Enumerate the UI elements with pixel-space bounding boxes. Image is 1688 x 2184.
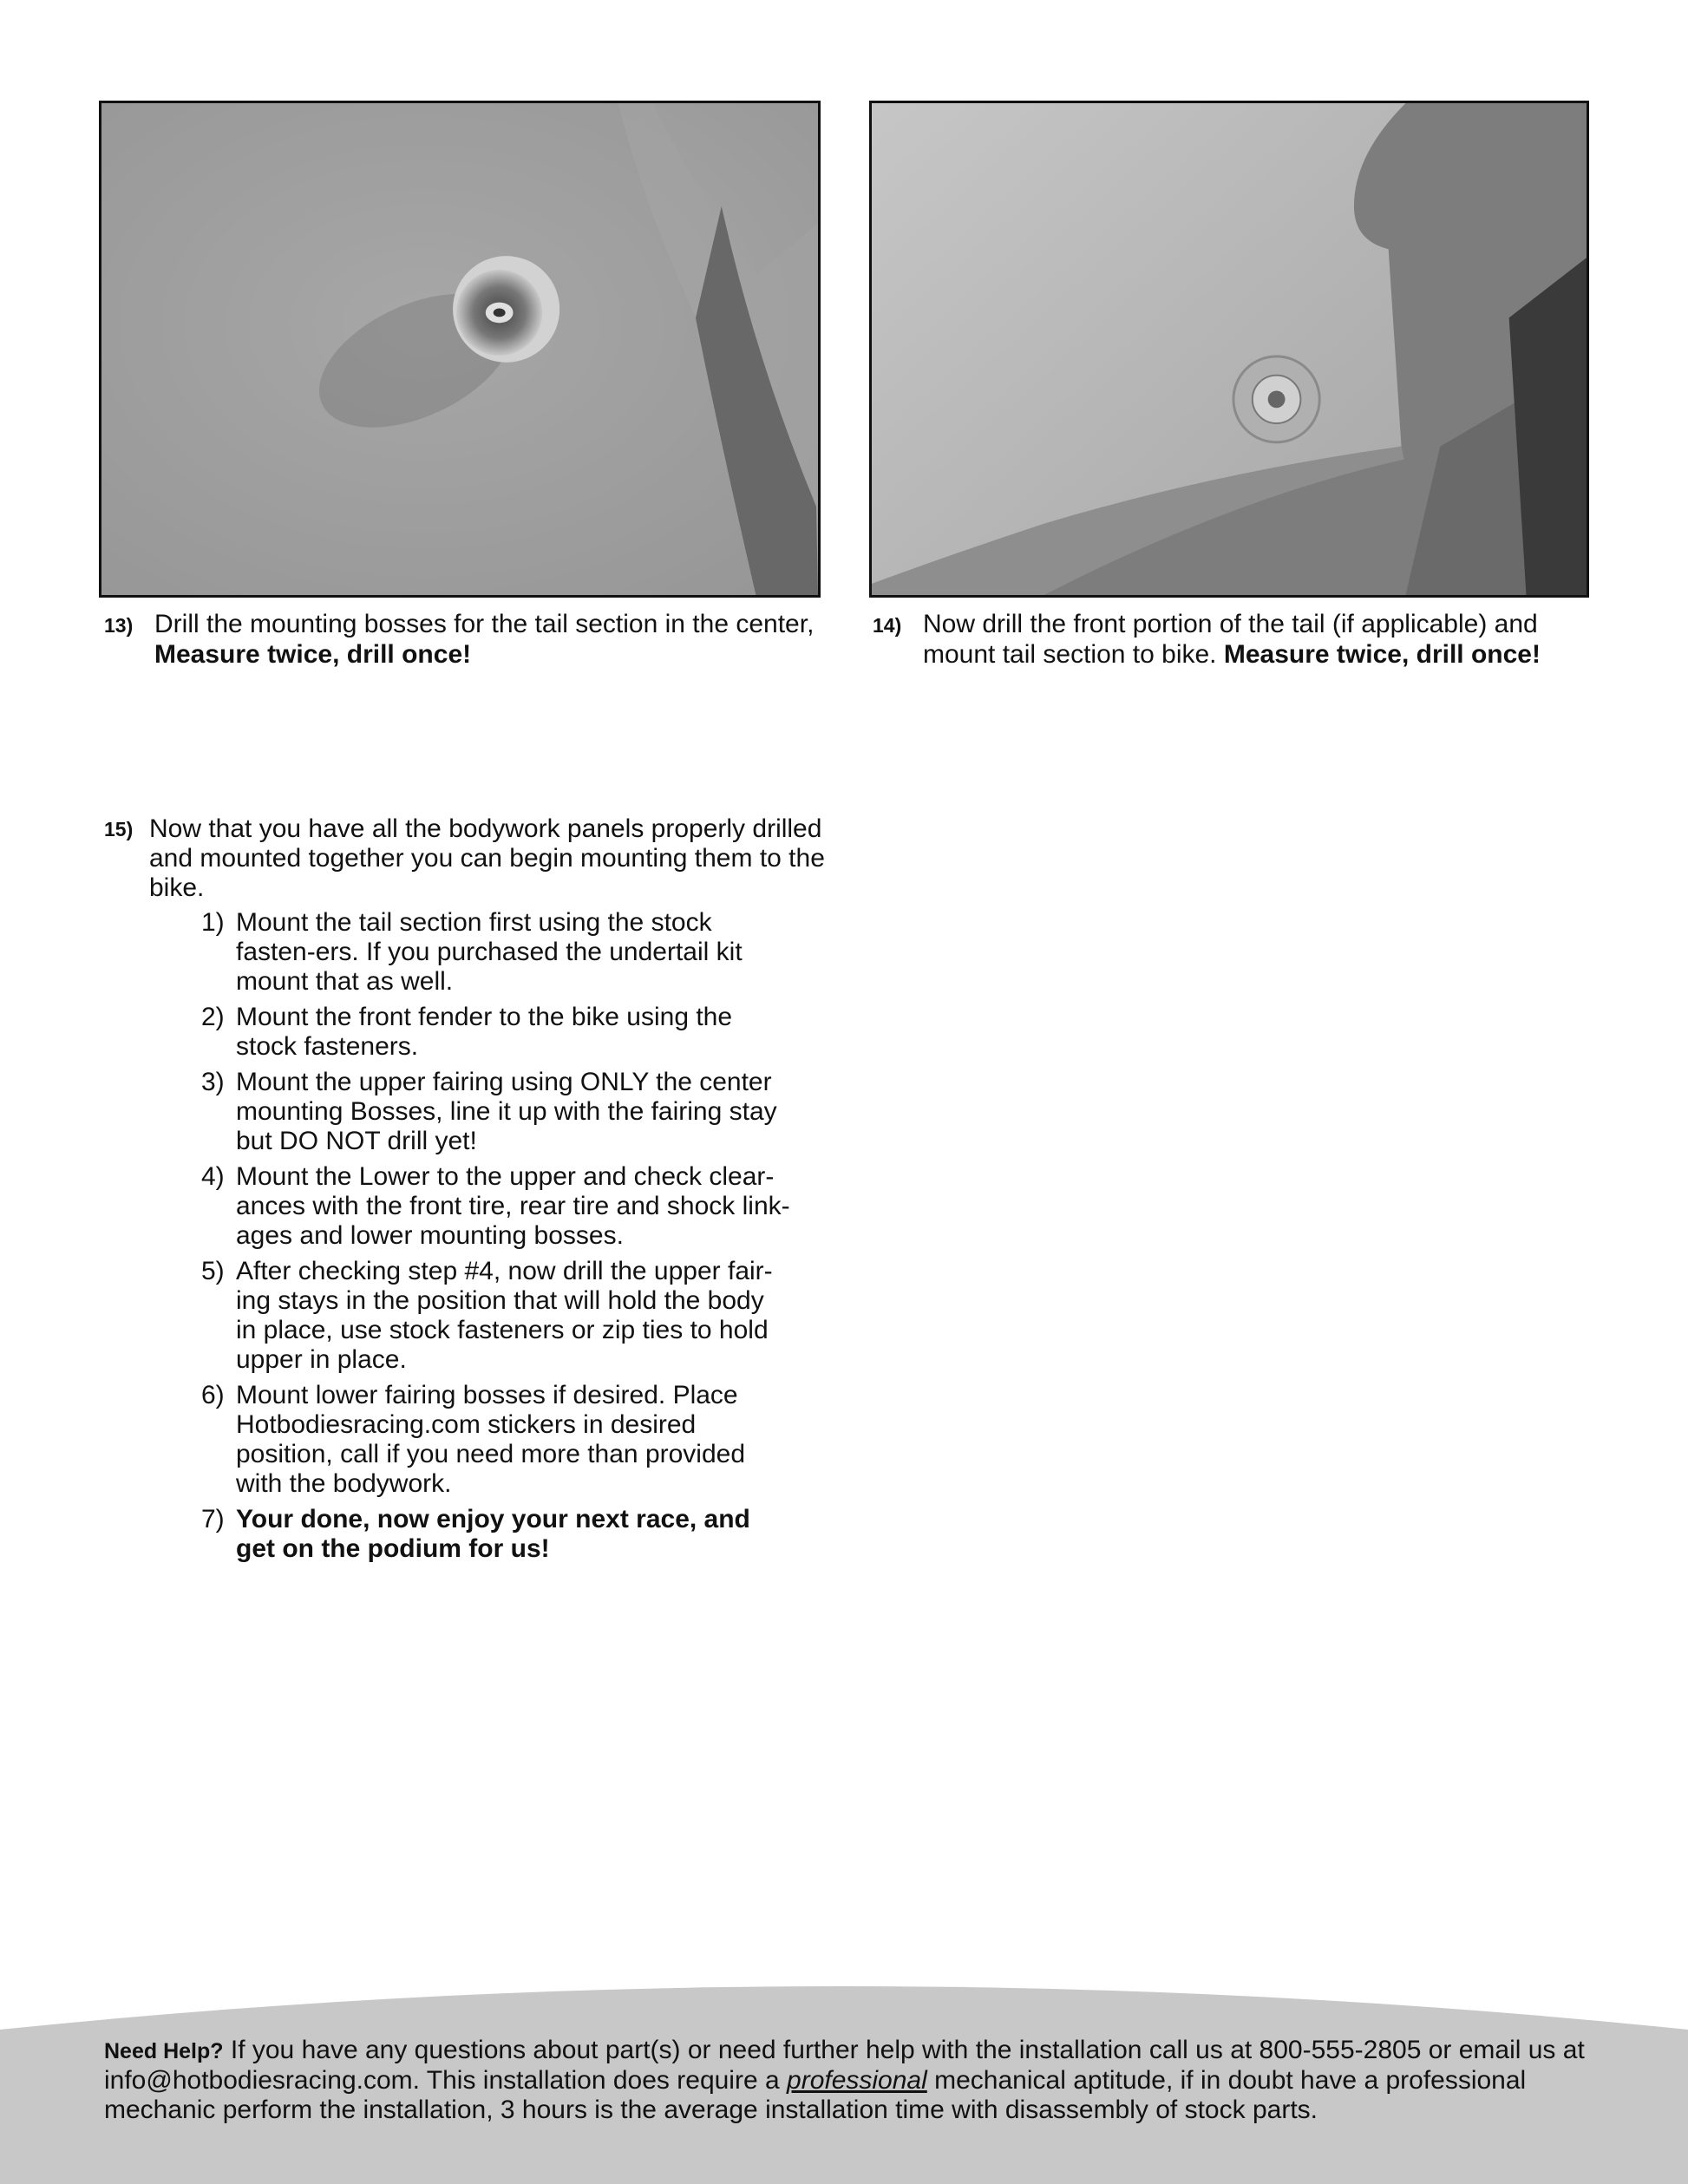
- step-14-warning: Measure twice, drill once!: [1223, 640, 1541, 669]
- substep-number: 4): [201, 1162, 225, 1191]
- substep-item: [104, 908, 791, 997]
- substep-number: 3): [201, 1068, 225, 1096]
- substep-number: 1): [201, 908, 225, 937]
- substep-number: 6): [201, 1381, 225, 1409]
- step-13-caption: [104, 609, 833, 678]
- help-emphasis: professional: [787, 2066, 927, 2095]
- step-14-body: Now drill the front portion of the tail (if applicable) and mount tail section to bike.: [923, 610, 1538, 669]
- substep-item: [104, 1162, 791, 1251]
- help-label: Need Help?: [104, 2039, 224, 2063]
- step-14-caption: [873, 609, 1593, 709]
- step-15-intro: Now that you have all the bodywork panels properly drilled and mounted together you can begin mounting them to the bike.: [149, 814, 825, 902]
- step-13-warning: Measure twice, drill once!: [154, 640, 472, 669]
- substep-item: [104, 1505, 791, 1564]
- substep-text: Your done, now enjoy your next race, and get on the podium for us!: [236, 1505, 750, 1563]
- substep-item: [104, 1068, 791, 1156]
- substep-text: Mount the tail section first using the stock fasten-ers. If you purchased the undertail kit mount that as well.: [236, 908, 743, 996]
- substep-item: [104, 1381, 791, 1499]
- substep-text: Mount the upper fairing using ONLY the center mounting Bosses, line it up with the fairing stay but DO NOT drill yet!: [236, 1068, 777, 1155]
- substep-item: [104, 1003, 791, 1062]
- substep-number: 5): [201, 1257, 225, 1285]
- substep-text: Mount lower fairing bosses if desired. Place Hotbodiesracing.com stickers in desired position, call if you need more than provided with the bodywork.: [236, 1381, 746, 1498]
- step-15: [104, 814, 833, 1570]
- step-13-body: Drill the mounting bosses for the tail section in the center,: [154, 610, 815, 638]
- substep-number: 2): [201, 1003, 225, 1031]
- substep-item: [104, 1257, 791, 1375]
- step-13-text: [154, 609, 840, 670]
- step-13-number: 13): [104, 614, 134, 637]
- step-15-substeps: [104, 908, 833, 1564]
- step-15-number: 15): [104, 818, 134, 840]
- substep-text: After checking step #4, now drill the upper fair-ing stays in the position that will hold the body in place, use stock fasteners or zip ties to hold upper in place.: [236, 1257, 773, 1374]
- tail-boss-photo: [99, 101, 821, 598]
- substep-text: Mount the Lower to the upper and check clear-ances with the front tire, rear tire and shock link-ages and lower mounting bosses.: [236, 1162, 790, 1250]
- tail-front-photo: [869, 101, 1589, 598]
- help-text-2: mechanical aptitude, if in doubt have a professional mechanic perform the installation, 3 hours is the average installation time with disassembly of stock parts.: [104, 2066, 1527, 2124]
- step-14-number: 14): [873, 614, 902, 637]
- help-notice: [104, 2036, 1596, 2125]
- step-14-text: [923, 609, 1582, 670]
- substep-number: 7): [201, 1505, 225, 1533]
- help-text-1: If you have any questions about part(s) or need further help with the installation call us at 800-555-2805 or email us at info@hotbodiesracing.com. This installation does require a: [104, 2036, 1585, 2095]
- substep-text: Mount the front fender to the bike using the stock fasteners.: [236, 1003, 733, 1061]
